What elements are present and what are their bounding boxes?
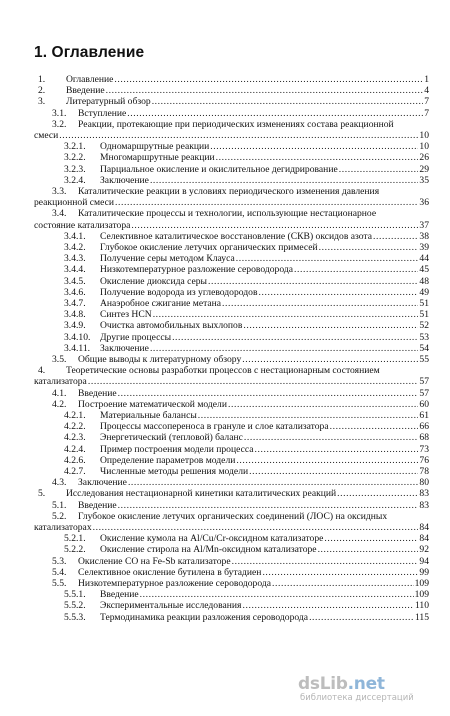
toc-entry-page: 60 <box>419 398 429 410</box>
toc-entry-page: 10 <box>419 141 429 153</box>
dot-leader <box>324 533 418 544</box>
toc-entry-title: Энергетический (тепловой) баланс <box>100 432 243 444</box>
dot-leader <box>106 85 424 96</box>
toc-entry-title: Введение <box>66 85 105 97</box>
toc-entry-number: 2. <box>38 85 46 97</box>
toc-entry-page: 110 <box>414 600 429 612</box>
toc-entry-title-continuation: состояние катализатора <box>34 219 131 231</box>
dot-leader <box>118 500 419 511</box>
toc-entry-number: 4.3. <box>52 477 67 489</box>
toc-entry-number: 3.4.7. <box>64 298 86 309</box>
toc-entry-number: 3.4.11. <box>64 342 91 354</box>
toc-entry-number: 3.4. <box>52 208 67 220</box>
toc-entry-page: 109 <box>414 589 429 601</box>
toc-entry-number: 3.1. <box>52 107 67 119</box>
dot-leader <box>114 74 423 85</box>
toc-entry-title: Пример построения модели процесса <box>100 443 254 455</box>
dot-leader <box>249 466 418 477</box>
toc-entry-title: Исследования нестационарной кинетики каталитических реакций <box>66 488 337 500</box>
toc-entry-number: 3.2.1. <box>64 141 86 153</box>
dot-leader <box>216 152 419 163</box>
toc-entry-title: Термодинамика реакции разложения сероводорода <box>100 611 309 623</box>
dot-leader <box>118 388 419 399</box>
toc-entry-title: Введение <box>100 589 139 601</box>
dot-leader <box>131 220 418 231</box>
toc-entry-number: 4.2.7. <box>64 466 86 477</box>
toc-entry-page: 92 <box>419 544 429 556</box>
watermark-logo <box>298 674 438 704</box>
toc-entry-number: 3.4.3. <box>64 253 86 265</box>
dot-leader <box>152 96 424 107</box>
toc-entry-page: 10 <box>419 129 429 141</box>
toc-entry-title: Другие процессы <box>100 331 172 343</box>
dot-leader <box>244 432 419 443</box>
toc-entry-number: 5. <box>38 488 46 500</box>
toc-entry-title: Определение параметров модели <box>100 454 236 466</box>
toc-entry-number: 3.4.2. <box>64 242 86 253</box>
toc-entry-number: 5.2.1. <box>64 533 86 545</box>
dot-leader <box>232 556 419 567</box>
toc-entry-number: 3.4.1. <box>64 230 86 242</box>
toc-entry-title: Синтез HCN <box>100 309 152 321</box>
dot-leader <box>127 108 423 119</box>
toc-entry-title: Получение водорода из углеводородов <box>100 286 258 298</box>
toc-entry-page: 78 <box>419 466 429 477</box>
page-title: 1. Оглавление <box>34 44 145 61</box>
toc-entry-page: 57 <box>419 376 429 388</box>
toc-entry-title: Глубокое окисление летучих органических примесей <box>100 242 318 253</box>
dot-leader <box>242 354 418 365</box>
dot-leader <box>59 130 418 141</box>
toc-entry-title: Введение <box>78 387 117 399</box>
toc-entry-title: Материальные балансы <box>100 410 197 421</box>
toc-entry-page: 55 <box>419 354 429 365</box>
dot-leader <box>319 242 419 253</box>
toc-entry-number: 5.4. <box>52 566 67 578</box>
dot-leader <box>330 421 419 432</box>
dot-leader <box>198 410 419 421</box>
dot-leader <box>243 320 418 331</box>
toc-entry-page: 1 <box>424 74 429 85</box>
toc-entry-page: 29 <box>419 163 429 175</box>
toc-entry-title: Процессы массопереноса в грануле и слое катализатора <box>100 421 329 433</box>
toc-entry-title-continuation: реакционной смеси <box>34 197 114 209</box>
toc-entry-page: 109 <box>414 578 429 589</box>
dot-leader <box>373 231 418 242</box>
toc-entry-title: Анаэробное сжигание метана <box>100 298 222 309</box>
dot-leader <box>339 164 419 175</box>
dot-leader <box>172 332 418 343</box>
toc-entry-page: 45 <box>419 264 429 276</box>
toc-entry-page: 66 <box>419 421 429 433</box>
toc-entry-title: Получение серы методом Клауса <box>100 253 235 265</box>
toc-entry-title: Заключение <box>100 342 149 354</box>
toc-entry-page: 54 <box>419 342 429 354</box>
toc-entry-page: 61 <box>419 410 429 421</box>
toc-entry-page: 48 <box>419 275 429 287</box>
toc-entry-page: 84 <box>419 521 429 533</box>
toc-entry-page: 44 <box>419 253 429 265</box>
dot-leader <box>128 477 418 488</box>
dot-leader <box>228 399 418 410</box>
toc-entry-page: 80 <box>419 477 429 489</box>
dot-leader <box>318 544 419 555</box>
dot-leader <box>210 141 418 152</box>
toc-entry-page: 115 <box>414 611 429 623</box>
toc-entry-page: 7 <box>424 96 429 108</box>
toc-entry-number: 3.2. <box>52 118 67 130</box>
toc-entry-title: Низкотемпературное разложение сероводорода <box>100 264 294 276</box>
toc-entry-title: Литературный обзор <box>66 96 151 108</box>
toc-entry-title: Общие выводы к литературному обзору <box>78 354 242 365</box>
toc-entry-number: 3.4.6. <box>64 286 86 298</box>
toc-entry-title: Парциальное окисление и окислительное дегидрирование <box>100 163 338 175</box>
toc-entry-title: Численные методы решения модели <box>100 466 249 477</box>
toc-entry-number: 4.1. <box>52 387 67 399</box>
toc-entry-title: Экспериментальные исследования <box>100 600 242 612</box>
toc-entry-page: 68 <box>419 432 429 444</box>
dot-leader <box>150 175 418 186</box>
toc-entry-title: Окисление СО на Fe-Sb катализаторе <box>78 555 231 567</box>
toc-entry-title: Оглавление <box>66 74 114 85</box>
toc-entry-page: 51 <box>419 309 429 321</box>
toc-entry-number: 5.5.1. <box>64 589 86 601</box>
toc-entry-number: 5.2. <box>52 510 67 522</box>
toc-entry-page: 26 <box>419 152 429 164</box>
toc-entry-number: 1. <box>38 74 46 85</box>
toc-entry-number: 5.3. <box>52 555 67 567</box>
toc-entry-page: 51 <box>419 298 429 309</box>
dot-leader <box>236 253 419 264</box>
toc-entry-number: 3. <box>38 96 46 108</box>
toc-entry-page: 83 <box>419 499 429 511</box>
toc-entry-number: 3.5. <box>52 354 67 365</box>
toc-entry-title: Селективное окисление бутилена в бутадиен <box>78 566 262 578</box>
toc-entry-title-continuation: смеси <box>34 129 59 141</box>
toc-entry-page: 52 <box>419 320 429 332</box>
toc-entry-title: Каталитические реакции в условиях периодического изменения давления <box>78 186 380 197</box>
toc-entry-title: Глубокое окисление летучих органических соединений (ЛОС) на оксидных <box>78 510 388 522</box>
watermark-logo-main: dsLib <box>298 674 348 694</box>
toc-entry-title: Вступление <box>78 107 127 119</box>
toc-entry-title: Реакции, протекающие при периодических изменениях состава реакционной <box>78 118 394 130</box>
toc-entry-page: 99 <box>419 566 429 578</box>
toc-entry-title: Окисление кумола на Al/Cu/Cr-оксидном катализаторе <box>100 533 324 545</box>
toc-entry-number: 4.2.1. <box>64 410 86 421</box>
dot-leader <box>88 376 419 387</box>
toc-entry-title: Селективное каталитическое восстановление (СКВ) оксидов азота <box>100 230 372 242</box>
toc-entry-number: 3.4.4. <box>64 264 86 276</box>
toc-entry-number: 3.4.5. <box>64 275 86 287</box>
toc-entry-title-continuation: катализатора <box>34 376 87 388</box>
toc-entry-number: 3.2.4. <box>64 174 86 186</box>
toc-entry-number: 5.5.3. <box>64 611 86 623</box>
dot-leader <box>337 488 418 499</box>
toc-entry-number: 3.4.9. <box>64 320 86 332</box>
toc-entry-page: 38 <box>419 230 429 242</box>
dot-leader <box>259 287 419 298</box>
toc-entry-page: 94 <box>419 555 429 567</box>
toc-entry-title: Окисление стирола на Al/Mn-оксидном катализаторе <box>100 544 317 556</box>
toc-entry-page: 35 <box>419 174 429 186</box>
toc-entry-number: 4.2.6. <box>64 454 86 466</box>
toc-entry-title-continuation: катализаторах <box>34 521 92 533</box>
toc-entry-page: 4 <box>424 85 429 97</box>
dot-leader <box>140 589 414 600</box>
toc-entry-number: 5.2.2. <box>64 544 86 556</box>
toc-entry-number: 4.2.2. <box>64 421 86 433</box>
toc-entry-title: Теоретические основы разработки процессов с нестационарным состоянием <box>66 365 380 377</box>
toc-entry-title: Построение математической модели <box>78 398 227 410</box>
toc-entry-page: 37 <box>419 219 429 231</box>
watermark-logo-text <box>298 674 385 694</box>
toc-entry-title: Каталитические процессы и технологии, использующие нестационарное <box>78 208 377 220</box>
toc-entry-page: 83 <box>419 488 429 500</box>
toc-entry-number: 3.4.8. <box>64 309 86 321</box>
dot-leader <box>150 343 418 354</box>
toc-entry-title: Заключение <box>78 477 127 489</box>
toc-entry-page: 49 <box>419 286 429 298</box>
toc-entry-title: Введение <box>78 499 117 511</box>
toc-entry-page: 53 <box>419 331 429 343</box>
dot-leader <box>153 309 419 320</box>
toc-entry-number: 3.3. <box>52 186 67 197</box>
toc-entry-title: Многомаршрутные реакции <box>100 152 215 164</box>
toc-entry-title: Окисление диоксида серы <box>100 275 207 287</box>
toc-entry-number: 4.2. <box>52 398 67 410</box>
dot-leader <box>242 600 414 611</box>
watermark-logo-tld: .net <box>347 674 385 694</box>
toc-entry-number: 5.5.2. <box>64 600 86 612</box>
toc-entry-number: 5.1. <box>52 499 67 511</box>
toc-entry-page: 57 <box>419 387 429 399</box>
toc-entry-title: Заключение <box>100 174 149 186</box>
toc-entry-page: 36 <box>419 197 429 209</box>
toc-entry-number: 3.4.10. <box>64 331 91 343</box>
toc-entry-page: 7 <box>424 107 429 119</box>
toc-entry-number: 4.2.4. <box>64 443 86 455</box>
dot-leader <box>294 264 418 275</box>
dot-leader <box>115 197 418 208</box>
toc-entry-page: 39 <box>419 242 429 253</box>
toc-entry-page: 76 <box>419 454 429 466</box>
watermark-subtitle: библиотека диссертаций <box>300 693 414 703</box>
toc-entry-title: Очистка автомобильных выхлопов <box>100 320 243 332</box>
toc-entry-number: 3.2.2. <box>64 152 86 164</box>
dot-leader <box>208 276 418 287</box>
dot-leader <box>222 298 418 309</box>
dot-leader <box>254 444 418 455</box>
toc-entry-title: Одномаршрутные реакции <box>100 141 210 153</box>
dot-leader <box>309 612 414 623</box>
toc-entry-page: 73 <box>419 443 429 455</box>
toc-entry-page: 84 <box>419 533 429 545</box>
dot-leader <box>262 567 418 578</box>
toc-entry-number: 5.5. <box>52 578 67 589</box>
dot-leader <box>236 455 418 466</box>
dot-leader <box>93 522 419 533</box>
toc-entry-number: 3.2.3. <box>64 163 86 175</box>
toc-entry-number: 4.2.3. <box>64 432 86 444</box>
toc-entry-title: Низкотемпературное разложение сероводорода <box>78 578 272 589</box>
toc-entry-number: 4. <box>38 365 46 377</box>
dot-leader <box>272 578 414 589</box>
